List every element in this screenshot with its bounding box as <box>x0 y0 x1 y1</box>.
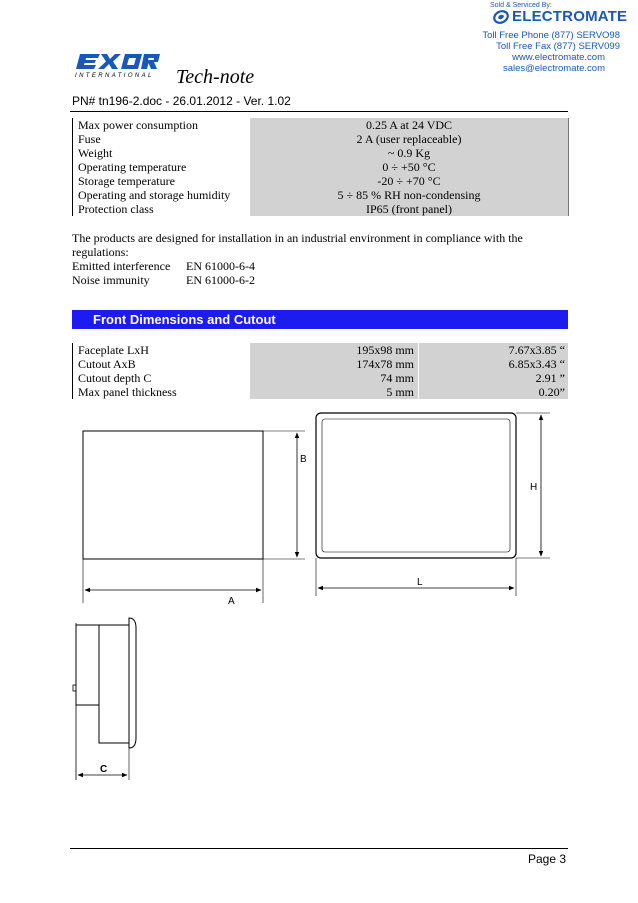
label-a: A <box>228 596 235 607</box>
dimensions-table <box>72 343 568 399</box>
footer-divider <box>70 848 568 849</box>
spec-value: IP65 (front panel) <box>250 202 569 216</box>
document-reference: PN# tn196-2.doc - 26.01.2012 - Ver. 1.02 <box>72 94 291 108</box>
dimension-label: Cutout AxB <box>78 357 136 371</box>
document-type: Tech-note <box>176 66 255 88</box>
label-l: L <box>417 577 423 588</box>
cutout-outline <box>83 431 263 559</box>
dimension-row <box>72 371 568 385</box>
dimension-mm: 5 mm <box>250 385 419 399</box>
section-title: Front Dimensions and Cutout <box>93 312 276 327</box>
distributor-name: ELECTROMATE <box>512 8 628 25</box>
distributor-email[interactable]: sales@electromate.com <box>502 63 605 74</box>
spec-value: 0 ÷ +50 °C <box>250 160 569 174</box>
label-h: H <box>530 482 538 493</box>
compliance-value: EN 61000-6-2 <box>186 273 255 287</box>
compliance-row <box>72 259 572 273</box>
dimension-row <box>72 343 568 357</box>
faceplate-outer <box>316 413 516 558</box>
label-c: C <box>100 764 108 775</box>
dimension-inch: 0.20” <box>419 385 568 399</box>
dimension-inch: 7.67x3.85 “ <box>419 343 568 357</box>
dimension-row <box>72 385 568 399</box>
spec-table <box>72 118 568 216</box>
spec-label: Operating temperature <box>78 160 187 174</box>
dimension-mm: 174x78 mm <box>250 357 419 371</box>
spec-value: 5 ÷ 85 % RH non-condensing <box>250 188 569 202</box>
distributor-website[interactable]: www.electromate.com <box>512 52 605 63</box>
spec-label: Protection class <box>78 202 154 216</box>
spec-row <box>72 132 568 146</box>
spec-row <box>72 174 568 188</box>
dimension-label: Cutout depth C <box>78 371 152 385</box>
spec-label: Storage temperature <box>78 174 175 188</box>
spec-label: Fuse <box>78 132 101 146</box>
exor-logo <box>74 52 160 78</box>
side-body-main <box>99 625 129 743</box>
dimension-label: Faceplate LxH <box>78 343 149 357</box>
spec-row <box>72 118 568 132</box>
dimension-drawing <box>60 408 580 788</box>
dimension-mm: 195x98 mm <box>250 343 419 357</box>
spec-row <box>72 146 568 160</box>
toll-free-phone: Toll Free Phone (877) SERVO98 <box>482 30 620 41</box>
spec-value: 0.25 A at 24 VDC <box>250 118 569 132</box>
dimension-inch: 2.91 ” <box>419 371 568 385</box>
spec-label: Weight <box>78 146 113 160</box>
dimension-mm: 74 mm <box>250 371 419 385</box>
label-b: B <box>300 454 307 465</box>
side-body-upper <box>76 625 99 705</box>
toll-free-fax: Toll Free Fax (877) SERV099 <box>496 41 620 52</box>
spec-row <box>72 188 568 202</box>
spec-row <box>72 202 568 216</box>
compliance-label: Noise immunity <box>72 273 150 287</box>
sold-by-label: Sold & Serviced By: <box>490 2 552 9</box>
header-divider <box>70 111 568 112</box>
spec-value: ~ 0.9 Kg <box>250 146 569 160</box>
compliance-intro-line2: regulations: <box>72 245 129 259</box>
dimension-row <box>72 357 568 371</box>
exor-logo-sub: INTERNATIONAL <box>75 73 154 78</box>
compliance-row <box>72 273 572 287</box>
spec-label: Operating and storage humidity <box>78 188 231 202</box>
page-number: Page 3 <box>528 852 567 866</box>
spec-value: -20 ÷ +70 °C <box>250 174 569 188</box>
spec-label: Max power consumption <box>78 118 198 132</box>
compliance-label: Emitted interference <box>72 259 171 273</box>
faceplate-inner <box>322 419 510 552</box>
spec-value: 2 A (user replaceable) <box>250 132 569 146</box>
side-bezel <box>129 618 136 748</box>
compliance-value: EN 61000-6-4 <box>186 259 255 273</box>
dimension-label: Max panel thickness <box>78 385 177 399</box>
electromate-logo-icon <box>493 9 509 25</box>
spec-row <box>72 160 568 174</box>
compliance-intro-line1: The products are designed for installation in an industrial environment in compliance with the <box>72 231 523 245</box>
dimension-inch: 6.85x3.43 “ <box>419 357 568 371</box>
